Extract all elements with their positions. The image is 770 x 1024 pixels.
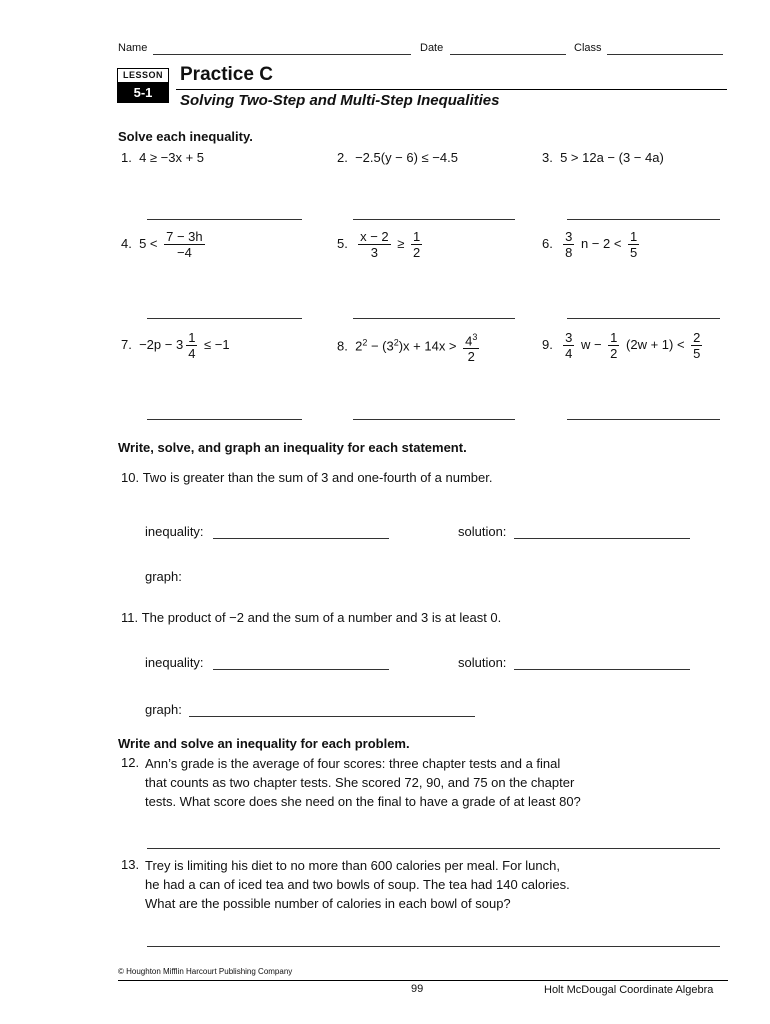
date-field[interactable] [450,54,566,55]
problem-8: 8. $2^2 - (3^2)x + 14x$ > $\frac{4^3}{2}$ [337,332,478,365]
section1-instruction: Solve each inequality. [118,129,253,144]
problem-3: 3. 5 > 12a − (3 − 4a) [542,150,664,165]
answer-line-13[interactable] [147,946,720,947]
copyright: © Houghton Mifflin Harcourt Publishing Company [118,967,293,976]
inequality-label-10: inequality: [145,524,204,539]
graph-label-10: graph: [145,569,182,584]
problem-4: 4. 5 < $\frac{7 - 3h}{-4}$ [121,229,203,260]
answer-line-8[interactable] [353,419,515,420]
lesson-number-badge: 5-1 [117,83,169,103]
solution-field-11[interactable] [514,669,690,670]
graph-label-11: graph: [145,702,182,717]
section3-instruction: Write and solve an inequality for each problem. [118,736,410,751]
answer-line-4[interactable] [147,318,302,319]
inequality-field-11[interactable] [213,669,389,670]
solution-label-11: solution: [458,655,507,670]
problem-9: 9. $\frac{3}{4}$ w − $\frac{1}{2}$ (2w + 1) < $\frac{2}{5}$ [542,330,701,361]
problem-12-text: Ann’s grade is the average of four scores: three chapter tests and a final that counts as two chapter tests. She scored 72, 90, and 75 on the chapter tests. What score does she need on the final to have a grade of at least 80? [145,756,581,809]
problem-1: 1. 4 ≥ −3x + 5 [121,150,205,165]
class-field[interactable] [607,54,723,55]
date-label: Date [420,42,444,54]
answer-line-7[interactable] [147,419,302,420]
inequality-field-10[interactable] [213,538,389,539]
class-label: Class [574,42,602,54]
answer-line-1[interactable] [147,219,302,220]
problem-6: 6. $\frac{3}{8}$ n − 2 < $\frac{1}{5}$ [542,229,638,260]
answer-line-5[interactable] [353,318,515,319]
name-field[interactable] [153,54,411,55]
problem-11: 11. The product of −2 and the sum of a number and 3 is at least 0. [121,610,502,625]
answer-line-2[interactable] [353,219,515,220]
solution-label-10: solution: [458,524,507,539]
page-title: Practice C [180,64,273,85]
problem-13-number: 13. [121,857,140,872]
solution-field-10[interactable] [514,538,690,539]
answer-line-9[interactable] [567,419,720,420]
book-title: Holt McDougal Coordinate Algebra [544,984,714,996]
problem-5: 5. $\frac{x - 2}{3}$ ≥ $\frac{1}{2}$ [337,229,421,260]
answer-line-6[interactable] [567,318,720,319]
answer-line-12[interactable] [147,848,720,849]
title-rule [176,89,727,90]
lesson-label: LESSON [117,68,169,83]
problem-2: 2. −2.5(y − 6) ≤ −4.5 [337,150,458,165]
page-number: 99 [411,983,424,995]
section2-instruction: Write, solve, and graph an inequality for each statement. [118,440,467,455]
name-label: Name [118,42,148,54]
problem-12-number: 12. [121,755,140,770]
inequality-label-11: inequality: [145,655,204,670]
footer-rule [118,980,728,981]
answer-line-3[interactable] [567,219,720,220]
problem-10: 10. Two is greater than the sum of 3 and one-fourth of a number. [121,470,493,485]
problem-13-text: Trey is limiting his diet to no more than 600 calories per meal. For lunch, he had a can of iced tea and two bowls of soup. The tea had 140 calories. What are the possible number of calories in each bowl of soup? [145,858,570,911]
page-subtitle: Solving Two-Step and Multi-Step Inequalities [180,92,500,109]
graph-field-11[interactable] [189,716,475,717]
problem-7: 7. −2p − 3 $\frac{1}{4}$ ≤ −1 [121,330,230,361]
